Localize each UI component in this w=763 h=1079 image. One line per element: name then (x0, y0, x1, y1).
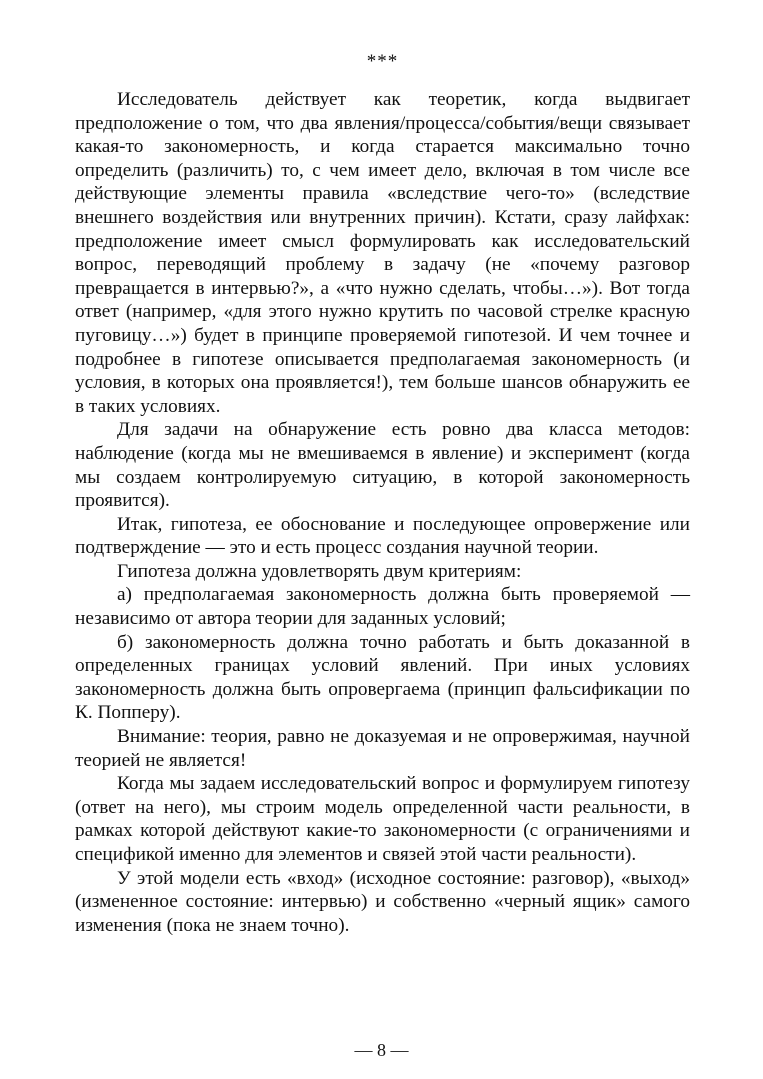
page-number: — 8 — (354, 1040, 409, 1060)
paragraph-hypothesis-intro: Исследователь действует как теоретик, когда выдвигает предположение о том, что два явления/процесса/события/вещи связывает какая-то закономерность, и когда старается максимально точно определить (различить) то, с чем имеет дело, включая в том числе все действующие элементы правила «вследствие чего-то» (вследствие внешнего воздействия или внутренних причин). Кстати, сразу лайфхак: предположение имеет смысл формулировать как исследовательский вопрос, переводящий проблему в задачу (не «почему разговор превращается в интервью?», а «что нужно сделать, чтобы…»). Вот тогда ответ (например, «для этого нужно крутить по часовой стрелке красную пуговицу…») будет в принципе проверяемой гипотезой. И чем точнее и подробнее в гипотезе описывается предполагаемая закономерность (и условия, в которых она проявляется!), тем больше шансов обнаружить ее в таких условиях. (75, 89, 690, 417)
paragraph-black-box: У этой модели есть «вход» (исходное состояние: разговор), «выход» (измененное состояние: интервью) и собственно «черный ящик» самого изменения (пока не знаем точно). (75, 867, 690, 936)
paragraph-model: Когда мы задаем исследовательский вопрос и формулируем гипотезу (ответ на него), мы строим модель определенной части реальности, в рамках которой действуют какие-то закономерности (с ограничениями и спецификой именно для элементов и связей этой части реальности). (75, 773, 690, 865)
paragraph-criterion-a: а) предполагаемая закономерность должна быть проверяемой — независимо от автора теории для заданных условий; (75, 584, 690, 630)
paragraph-theory-process: Итак, гипотеза, ее обоснование и последующее опровержение или подтверждение — это и есть процесс создания научной теории. (75, 513, 690, 559)
paragraph-criterion-b: б) закономерность должна точно работать и быть доказанной в определенных границах условий явлений. При иных условиях закономерность должна быть опровергаема (принцип фальсификации по К. Попперу). (75, 631, 690, 724)
paragraph-methods: Для задачи на обнаружение есть ровно два класса методов: наблюдение (когда мы не вмешиваемся в явление) и эксперимент (когда мы создаем контролируемую ситуацию, в которой закономерность проявится). (75, 419, 690, 512)
section-separator: *** (366, 51, 399, 72)
paragraph-attention: Внимание: теория, равно не доказуемая и не опровержимая, научной теорией не является! (75, 726, 690, 771)
page-body (75, 52, 690, 937)
paragraph-criteria-heading: Гипотеза должна удовлетворять двум критериям: (117, 560, 522, 582)
